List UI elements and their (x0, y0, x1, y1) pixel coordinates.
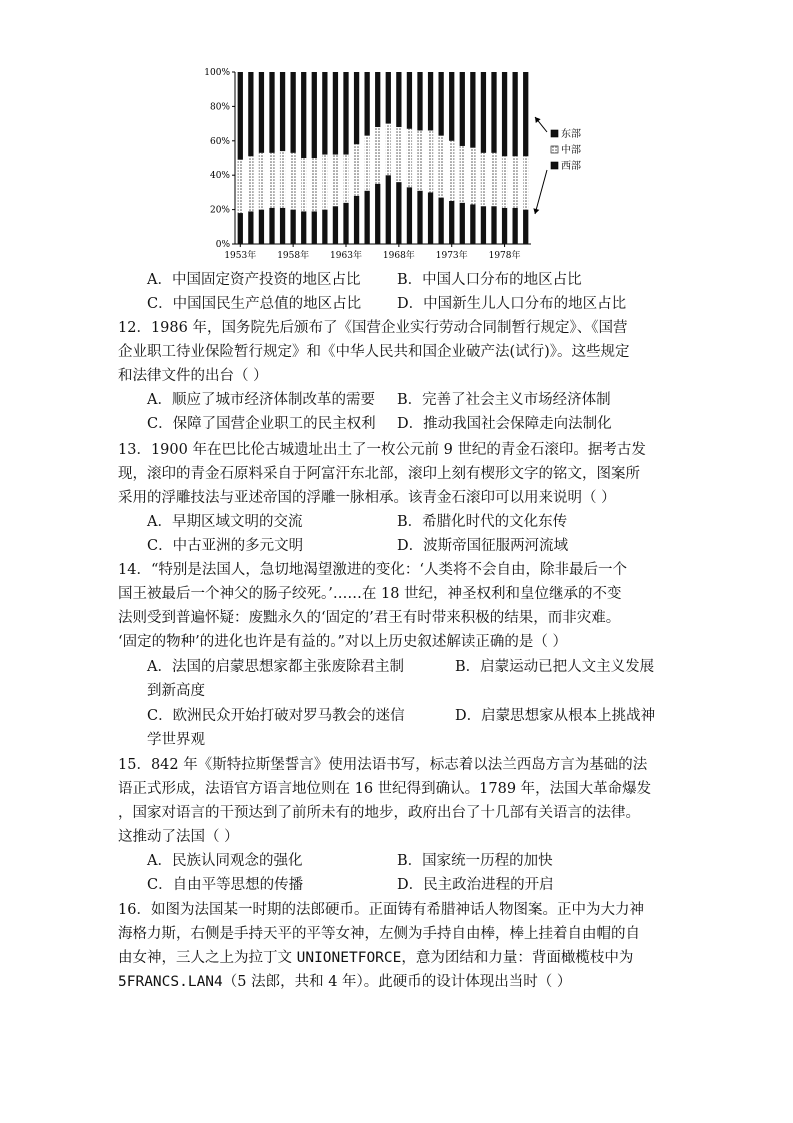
bar-segment-中部 (343, 155, 348, 203)
bar-segment-中部 (523, 156, 528, 209)
x-tick-label: 1963年 (330, 251, 362, 261)
q16-stem-line2: 海格力斯，右侧是手持天平的平等女神，左侧为手持自由棒，棒上挂着自由帽的自 (118, 926, 640, 942)
q13-stem-line3: 采用的浮雕技法与亚述帝国的浮雕一脉相承。该青金石滚印可以用来说明（ ） (118, 490, 616, 506)
q16-line3-part1: 由女神，三人之上为拉丁文 (118, 950, 297, 966)
bar-segment-东部 (248, 72, 253, 156)
legend-arrow-west (535, 170, 547, 214)
x-tick-label: 1958年 (277, 251, 310, 261)
q15-stem-line1: 15．842 年《斯特拉斯堡誓言》使用法语书写，标志着以法兰西岛方言为基础的法 (118, 757, 648, 773)
q14-stem-line3: 法则受到普遍怀疑：废黜永久的‘固定的’君王有时带来积极的结果，而非灾难。 (118, 610, 621, 626)
bar-segment-东部 (417, 72, 422, 130)
bar-segment-中部 (428, 130, 433, 192)
bar-segment-东部 (439, 72, 444, 136)
q12-stem-line1: 12．1986 年，国务院先后颁布了《国营企业实行劳动合同制暂行规定》、《国营 (118, 320, 628, 336)
bar-segment-中部 (248, 156, 253, 211)
q16-stem-line4 (118, 972, 571, 992)
bar-segment-东部 (280, 72, 285, 151)
bar-segment-西部 (428, 192, 433, 244)
bar-segment-中部 (333, 155, 338, 207)
q15-stem-line2: 语正式形成，法语官方语言地位则在 16 世纪得到确认。1789 年，法国大革命爆发 (118, 781, 652, 797)
q13-option-b[interactable]: B．希腊化时代的文化东传 (397, 514, 568, 530)
bar-segment-西部 (396, 182, 401, 244)
bar-segment-西部 (333, 206, 338, 244)
q15-option-a[interactable]: A．民族认同观念的强化 (147, 853, 303, 869)
q16-coin-inscription: 5FRANCS.LAN4 (118, 974, 223, 990)
bar-segment-中部 (280, 151, 285, 208)
legend-arrowhead-west (533, 208, 539, 214)
bar-segment-中部 (269, 153, 274, 208)
x-tick-label: 1973年 (435, 251, 468, 261)
y-tick-label: 100% (204, 68, 230, 78)
bar-segment-西部 (322, 210, 327, 244)
bar-segment-西部 (470, 204, 475, 244)
bar-segment-西部 (502, 208, 507, 244)
bar-segment-中部 (259, 153, 264, 210)
x-tick-label: 1968年 (382, 251, 415, 261)
bar-segment-西部 (365, 191, 370, 244)
bar-segment-东部 (322, 72, 327, 155)
bar-segment-东部 (428, 72, 433, 130)
bar-segment-东部 (523, 72, 528, 156)
y-tick-label: 60% (209, 136, 230, 147)
bar-segment-西部 (449, 201, 454, 244)
q14-stem-line1: 14．“特别是法国人，急切地渴望激进的变化：‘人类将不会自由，除非最后一个 (118, 562, 627, 578)
bar-segment-东部 (269, 72, 274, 153)
q11-option-a[interactable]: A．中国固定资产投资的地区占比 (147, 272, 361, 288)
bar-segment-东部 (301, 72, 306, 158)
q12-option-d[interactable]: D．推动我国社会保障走向法制化 (397, 416, 612, 432)
bar-segment-中部 (449, 141, 454, 201)
bar-segment-中部 (502, 156, 507, 208)
bar-segment-中部 (312, 158, 317, 211)
bar-segment-西部 (460, 203, 465, 244)
bar-segment-西部 (343, 203, 348, 244)
q14-option-a[interactable]: A．法国的启蒙思想家都主张废除君主制 (147, 659, 404, 675)
q12-option-c[interactable]: C．保障了国营企业职工的民主权利 (147, 416, 376, 432)
bar-segment-中部 (396, 127, 401, 182)
y-tick-label: 20% (209, 205, 230, 216)
bar-segment-东部 (491, 72, 496, 153)
bar-segment-中部 (238, 160, 243, 213)
q12-stem-line2: 企业职工待业保险暂行规定》和《中华人民共和国企业破产法(试行)》。这些规定 (118, 344, 630, 360)
bar-segment-西部 (238, 213, 243, 244)
legend-label-西部: 西部 (561, 161, 581, 172)
bar-segment-中部 (470, 148, 475, 205)
bar-segment-中部 (301, 158, 306, 211)
q13-option-a[interactable]: A．早期区域文明的交流 (147, 514, 303, 530)
bar-segment-西部 (481, 206, 486, 244)
q13-stem-line1: 13．1900 年在巴比伦古城遗址出土了一枚公元前 9 世纪的青金石滚印。据考古发 (118, 442, 646, 458)
bar-segment-中部 (491, 153, 496, 206)
q15-option-d[interactable]: D．民主政治进程的开启 (397, 877, 554, 893)
q15-option-c[interactable]: C．自由平等思想的传播 (147, 877, 304, 893)
q12-option-a[interactable]: A．顺应了城市经济体制改革的需要 (147, 392, 375, 408)
y-tick-label: 0% (215, 240, 230, 250)
bar-segment-东部 (481, 72, 486, 153)
bar-segment-东部 (238, 72, 243, 160)
bar-segment-东部 (386, 72, 391, 124)
bar-segment-中部 (386, 124, 391, 176)
x-tick-label: 1953年 (224, 251, 257, 261)
bar-segment-东部 (407, 72, 412, 129)
bar-segment-中部 (417, 130, 422, 190)
y-tick-label: 40% (209, 171, 230, 182)
bar-segment-东部 (375, 72, 380, 127)
q13-stem-line2: 现，滚印的青金石原料采自于阿富汗东北部，滚印上刻有楔形文字的铭文，图案所 (118, 466, 640, 482)
q13-option-d[interactable]: D．波斯帝国征服两河流域 (397, 538, 569, 554)
q16-line4-part2: （5 法郎，共和 4 年）。此硬币的设计体现出当时（ ） (222, 974, 572, 990)
bar-segment-东部 (343, 72, 348, 155)
q11-option-b[interactable]: B．中国人口分布的地区占比 (397, 272, 582, 288)
bar-segment-西部 (291, 210, 296, 244)
bar-segment-西部 (491, 206, 496, 244)
bar-segment-东部 (312, 72, 317, 158)
q14-option-b-line2[interactable]: 到新高度 (147, 683, 205, 699)
bar-segment-西部 (375, 184, 380, 244)
bar-segment-中部 (365, 136, 370, 191)
bar-segment-东部 (470, 72, 475, 148)
bar-segment-中部 (407, 129, 412, 187)
bar-segment-东部 (354, 72, 359, 144)
bar-segment-东部 (502, 72, 507, 156)
x-tick-label: 1978年 (488, 251, 521, 261)
bar-segment-东部 (460, 72, 465, 146)
q14-option-b-line1[interactable]: B．启蒙运动已把人文主义发展 (455, 659, 655, 675)
q14-stem-line4: ‘固定的物种’的进化也许是有益的。”对以上历史叙述解读正确的是（ ） (118, 634, 567, 650)
bar-segment-西部 (248, 211, 253, 244)
bar-segment-中部 (513, 156, 518, 208)
q13-option-c[interactable]: C．中古亚洲的多元文明 (147, 538, 304, 554)
q16-latin-motto: UNIONETFORCE (296, 950, 402, 966)
bar-segment-中部 (322, 155, 327, 210)
bar-segment-中部 (354, 144, 359, 196)
q14-stem-line2: 国王被最后一个神父的肠子绞死。’……在 18 世纪，神圣权利和皇位继承的不变 (118, 586, 622, 602)
q15-stem-line3: ，国家对语言的干预达到了前所未有的地步，政府出台了十几部有关语言的法律。 (118, 805, 640, 821)
q16-stem-line1: 16．如图为法国某一时期的法郎硬币。正面铸有希腊神话人物图案。正中为大力神 (118, 902, 644, 918)
q11-option-d[interactable]: D．中国新生儿人口分布的地区占比 (397, 296, 627, 312)
bar-segment-西部 (417, 191, 422, 244)
bar-segment-西部 (439, 198, 444, 244)
bar-segment-西部 (513, 208, 518, 244)
legend-swatch-东部 (551, 130, 558, 137)
bar-segment-东部 (365, 72, 370, 136)
bar-segment-西部 (312, 211, 317, 244)
q14-option-c[interactable]: C．欧洲民众开始打破对罗马教会的迷信 (147, 708, 405, 724)
bar-segment-东部 (291, 72, 296, 153)
q15-stem-line4: 这推动了法国（ ） (118, 829, 239, 845)
bar-segment-东部 (259, 72, 264, 153)
q14-option-d-line2[interactable]: 学世界观 (147, 732, 205, 748)
bar-segment-西部 (523, 210, 528, 244)
bar-segment-西部 (354, 196, 359, 244)
legend-swatch-西部 (551, 162, 558, 169)
bar-segment-西部 (301, 211, 306, 244)
y-tick-label: 80% (209, 102, 230, 113)
q11-option-c[interactable]: C．中国国民生产总值的地区占比 (147, 296, 362, 312)
bar-segment-西部 (259, 210, 264, 244)
bar-segment-中部 (291, 153, 296, 210)
bar-segment-中部 (481, 153, 486, 206)
bar-segment-西部 (269, 208, 274, 244)
legend-label-东部: 东部 (561, 129, 581, 140)
q16-line3-part2: ，意为团结和力量：背面橄榄枝中为 (401, 950, 634, 966)
bar-segment-中部 (439, 136, 444, 198)
bar-segment-中部 (375, 127, 380, 184)
bar-segment-中部 (460, 146, 465, 203)
q14-option-d-line1[interactable]: D．启蒙思想家从根本上挑战神 (455, 708, 656, 724)
bar-segment-东部 (333, 72, 338, 155)
bar-segment-东部 (449, 72, 454, 141)
q12-option-b[interactable]: B．完善了社会主义市场经济体制 (397, 392, 611, 408)
q15-option-b[interactable]: B．国家统一历程的加快 (397, 853, 553, 869)
bar-segment-西部 (280, 208, 285, 244)
bar-segment-西部 (386, 175, 391, 244)
legend-label-中部: 中部 (561, 145, 581, 156)
bar-segment-东部 (513, 72, 518, 156)
legend-arrowhead-east (535, 117, 541, 123)
stacked-bar-chart (195, 62, 595, 267)
legend-swatch-中部 (551, 146, 558, 153)
q12-stem-line3: 和法律文件的出台（ ） (118, 368, 268, 384)
bar-segment-西部 (407, 187, 412, 244)
q16-stem-line3 (118, 948, 633, 968)
bar-segment-东部 (396, 72, 401, 127)
